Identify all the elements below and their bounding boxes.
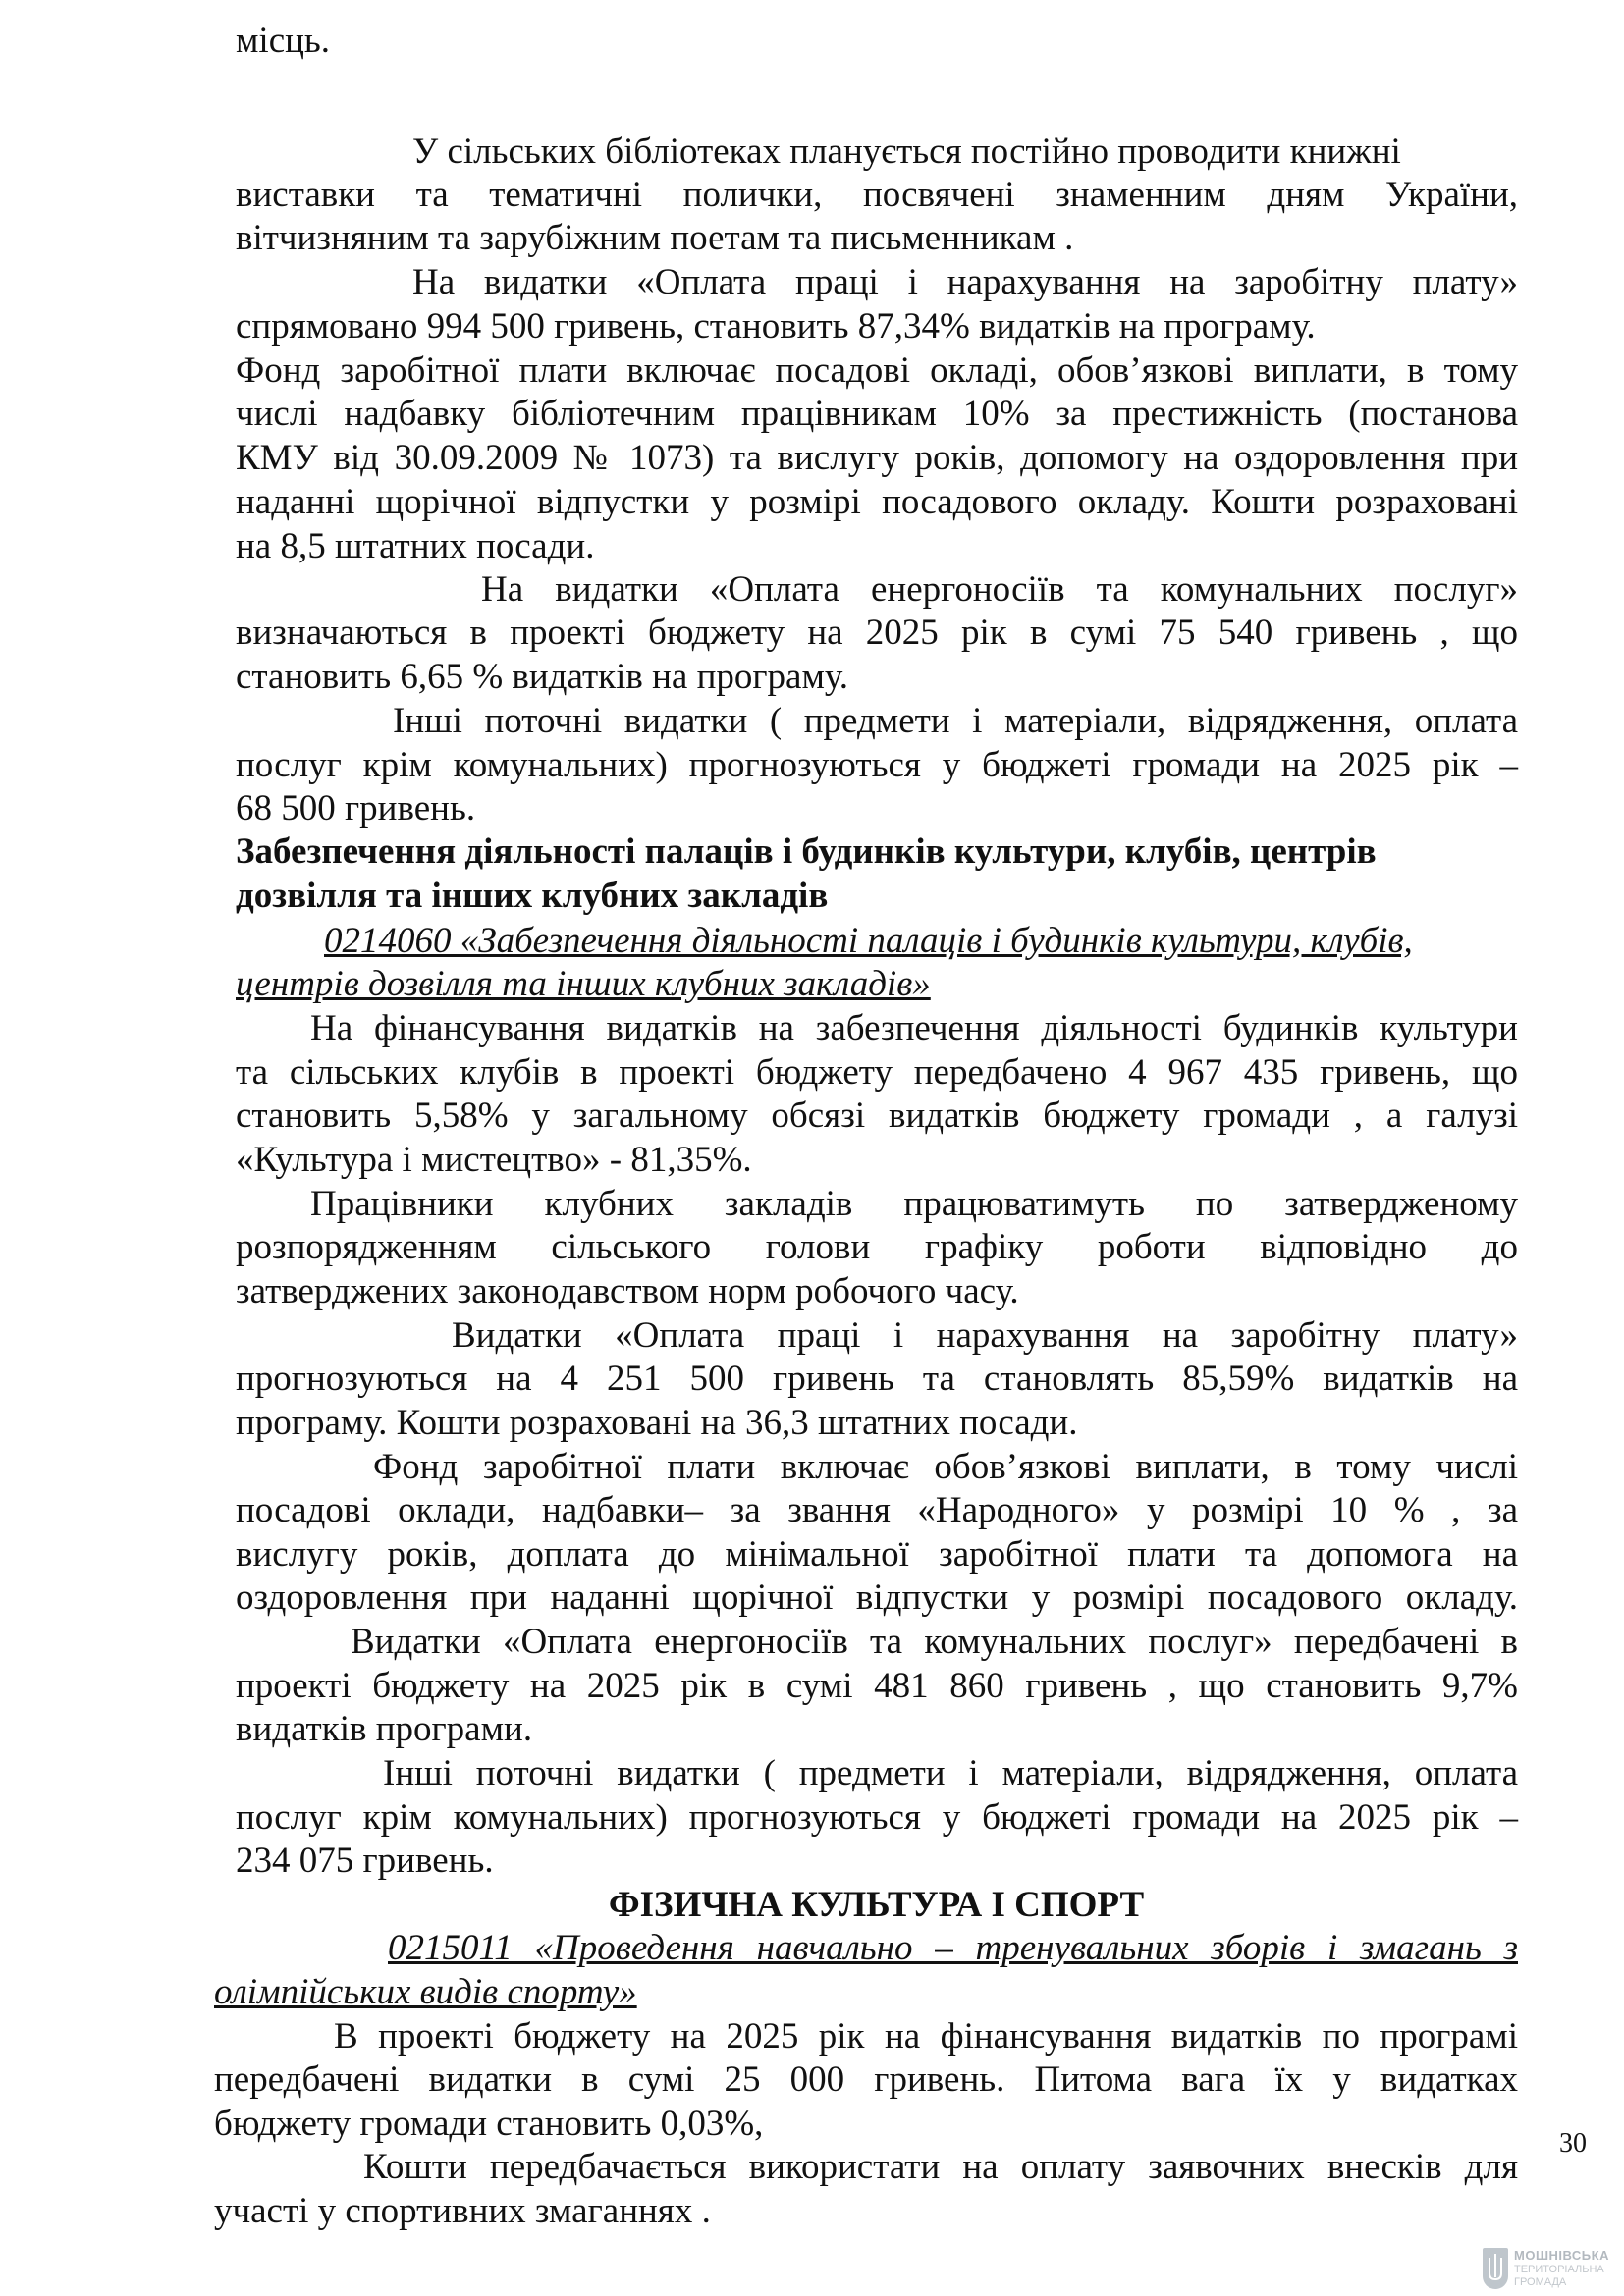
text-line: послуг крім комунальних) прогнозуються у бюджеті громади на 2025 рік – (236, 1797, 1518, 1838)
logo-line-2: ТЕРИТОРІАЛЬНА (1514, 2264, 1604, 2275)
text-line: У сільських бібліотеках планується постійно проводити книжні (412, 132, 1401, 172)
text-line: посадові оклади, надбавки– за звання «Народного» у розмірі 10 % , за (236, 1490, 1518, 1530)
text-line: послуг крім комунальних) прогнозуються у бюджеті громади на 2025 рік – (236, 745, 1518, 785)
text-line: становить 5,58% у загальному обсязі видатків бюджету громади , а галузі (236, 1095, 1518, 1136)
text-line: КМУ від 30.09.2009 № 1073) та вислугу років, допомогу на оздоровлення при (236, 438, 1518, 478)
text-line: видатків програми. (236, 1709, 533, 1749)
text-line: 0215011 «Проведення навчально – тренувальних зборів і змагань з (388, 1928, 1518, 1968)
text-line: Інші поточні видатки ( предмети і матеріали, відрядження, оплата (383, 1753, 1518, 1793)
text-line: 68 500 гривень. (236, 788, 476, 828)
text-line: центрів дозвілля та інших клубних закладів» (236, 964, 931, 1004)
text-line: 0214060 «Забезпечення діяльності палаців і будинків культури, клубів, (324, 921, 1413, 961)
text-line: Видатки «Оплата енергоносіїв та комунальних послуг» передбачені в (351, 1622, 1518, 1662)
text-line: розпорядженням сільського голови графіку роботи відповідно до (236, 1227, 1518, 1267)
text-line: числі надбавку бібліотечним працівникам 10% за престижність (постанова (236, 394, 1518, 434)
text-line: наданні щорічної відпустки у розмірі посадового окладу. Кошти розраховані (236, 482, 1518, 522)
text-line: Кошти передбачається використати на оплату заявочних внесків для (363, 2147, 1518, 2187)
text-line: Забезпечення діяльності палаців і будинків культури, клубів, центрів (236, 831, 1377, 872)
trident-emblem-icon (1483, 2248, 1508, 2289)
text-line: На видатки «Оплата енергоносіїв та комунальних послуг» (481, 569, 1518, 610)
text-line: вислугу років, доплата до мінімальної заробітної плати та допомога на (236, 1534, 1518, 1575)
text-line: прогнозуються на 4 251 500 гривень та становлять 85,59% видатків на (236, 1359, 1518, 1399)
text-line: спрямовано 994 500 гривень, становить 87,34% видатків на програму. (236, 306, 1316, 347)
text-line: виставки та тематичні полички, посвячені знаменним дням України, (236, 175, 1518, 215)
text-line: проекті бюджету на 2025 рік в сумі 481 860 гривень , що становить 9,7% (236, 1666, 1518, 1706)
text-line: В проекті бюджету на 2025 рік на фінансування видатків по програмі (334, 2016, 1518, 2056)
text-line: вітчизняним та зарубіжним поетам та письменникам . (236, 218, 1074, 258)
text-line: передбачені видатки в сумі 25 000 гривень. Питома вага їх у видатках (214, 2059, 1518, 2100)
text-line: На фінансування видатків на забезпечення діяльності будинків культури (310, 1008, 1518, 1048)
text-line: «Культура і мистецтво» - 81,35%. (236, 1140, 752, 1180)
text-line: 234 075 гривень. (236, 1841, 494, 1881)
logo-line-3: ГРОМАДА (1514, 2276, 1567, 2288)
text-line: визначаються в проекті бюджету на 2025 рік в сумі 75 540 гривень , що (236, 613, 1518, 653)
text-line: програму. Кошти розраховані на 36,3 штатних посади. (236, 1403, 1078, 1443)
text-line: місць. (236, 21, 331, 61)
text-line: оздоровлення при наданні щорічної відпустки у розмірі посадового окладу. (236, 1577, 1518, 1618)
text-line: Фонд заробітної плати включає посадові окладі, обов’язкові виплати, в тому (236, 350, 1518, 391)
text-line: бюджету громади становить 0,03%, (214, 2104, 764, 2144)
text-line: Фонд заробітної плати включає обов’язкові виплати, в тому числі (373, 1447, 1518, 1487)
page-number: 30 (1559, 2128, 1587, 2159)
text-line: та сільських клубів в проекті бюджету передбачено 4 967 435 гривень, що (236, 1052, 1518, 1093)
text-line: затверджених законодавством норм робочого часу. (236, 1271, 1019, 1311)
text-line: Видатки «Оплата праці і нарахування на заробітну плату» (452, 1315, 1518, 1356)
text-line: дозвілля та інших клубних закладів (236, 876, 829, 916)
text-line: ФІЗИЧНА КУЛЬТУРА І СПОРТ (608, 1885, 1145, 1925)
text-line: Інші поточні видатки ( предмети і матеріали, відрядження, оплата (393, 701, 1518, 741)
text-line: на 8,5 штатних посади. (236, 526, 595, 566)
logo-line-1: МОШНІВСЬКА (1514, 2248, 1609, 2263)
text-line: участі у спортивних змаганнях . (214, 2191, 711, 2231)
text-line: Працівники клубних закладів працюватимуть по затвердженому (310, 1184, 1518, 1224)
text-line: На видатки «Оплата праці і нарахування на заробітну плату» (412, 262, 1518, 302)
community-logo (1483, 2246, 1620, 2293)
text-line: становить 6,65 % видатків на програму. (236, 657, 848, 697)
text-line: олімпійських видів спорту» (214, 1972, 637, 2012)
